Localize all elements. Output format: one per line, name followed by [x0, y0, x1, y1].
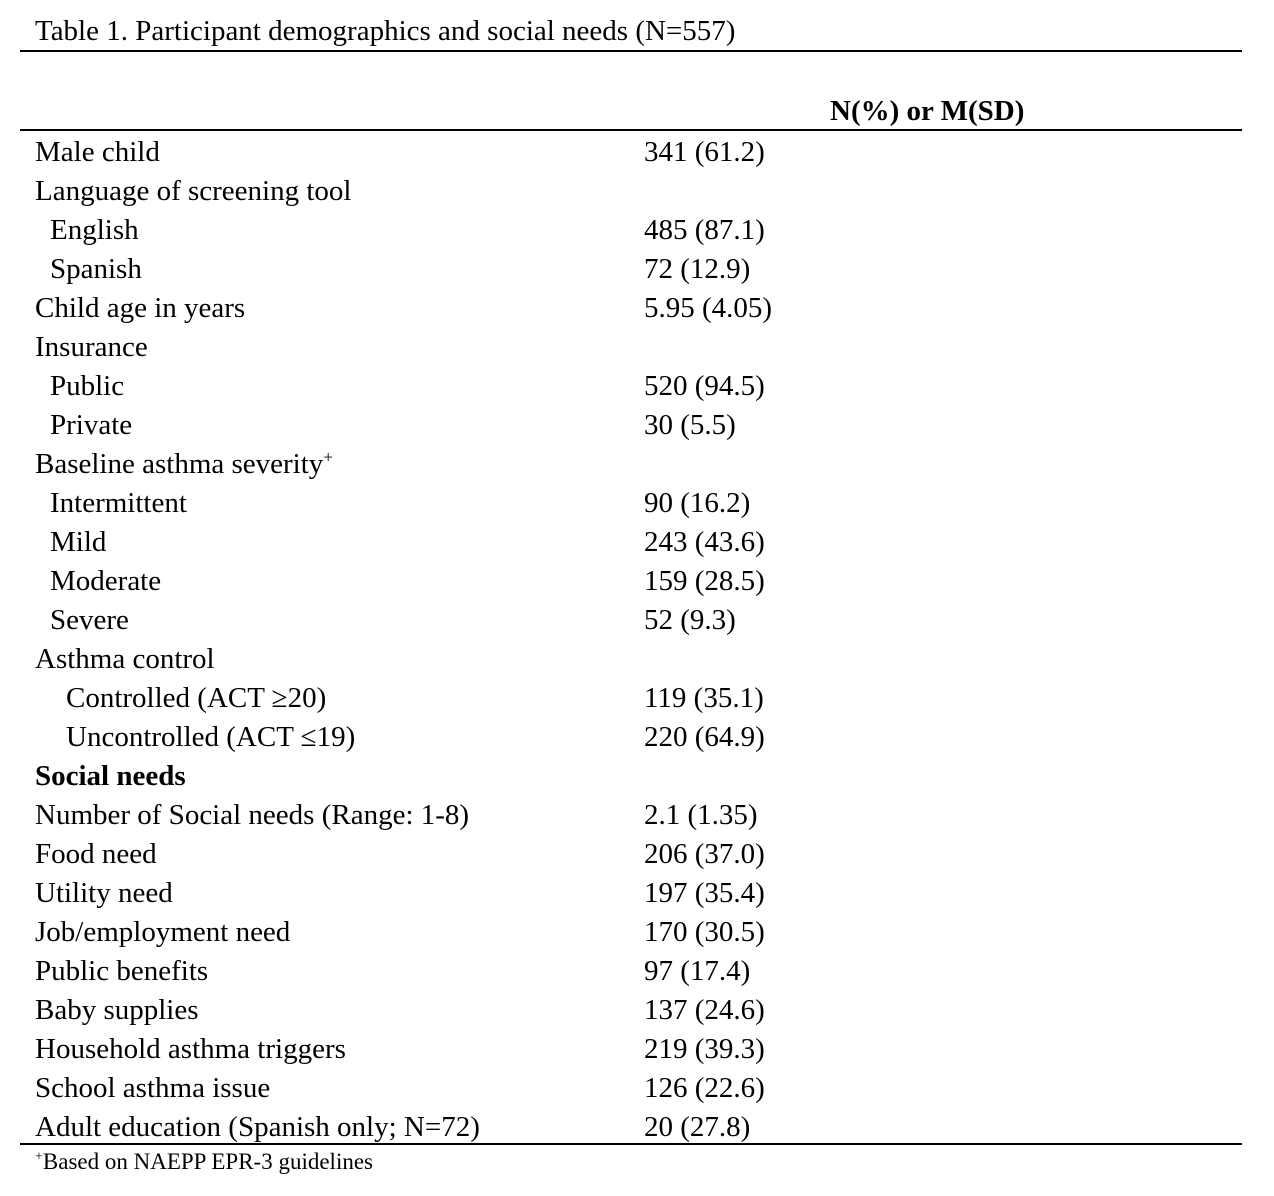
row-label-text: Uncontrolled (ACT ≤19) [66, 721, 356, 753]
table-row [0, 250, 1274, 289]
row-label [66, 718, 355, 757]
row-label [35, 796, 469, 835]
row-label [35, 289, 245, 328]
row-label [50, 211, 139, 250]
row-label-text: Baseline asthma severity [35, 448, 324, 480]
table-row [0, 172, 1274, 211]
top-rule [20, 50, 1242, 52]
row-value: 90 (16.2) [644, 487, 751, 519]
row-label-text: Adult education (Spanish only; N=72) [35, 1111, 480, 1143]
row-label [35, 913, 290, 952]
header-rule [20, 129, 1242, 131]
row-value: 137 (24.6) [644, 994, 765, 1026]
bottom-rule [20, 1143, 1242, 1145]
table-row [0, 133, 1274, 172]
row-value: 243 (43.6) [644, 526, 765, 558]
row-label-text: Asthma control [35, 643, 215, 675]
row-value: 126 (22.6) [644, 1072, 765, 1104]
row-label-text: Mild [50, 526, 107, 558]
table-row [0, 484, 1274, 523]
table-row [0, 952, 1274, 991]
row-label [50, 601, 129, 640]
row-label [50, 406, 132, 445]
table-row [0, 835, 1274, 874]
row-value: 2.1 (1.35) [644, 799, 758, 831]
row-label-text: Private [50, 409, 133, 441]
row-label-text: Social needs [35, 760, 186, 792]
table-row [0, 991, 1274, 1030]
table-row [0, 718, 1274, 757]
row-value: 485 (87.1) [644, 214, 765, 246]
row-label-text: Language of screening tool [35, 175, 352, 207]
table-body [0, 133, 1274, 1147]
row-value: 119 (35.1) [644, 682, 764, 714]
row-label-text: Severe [50, 604, 129, 636]
footnote-text: Based on NAEPP EPR-3 guidelines [42, 1149, 373, 1174]
table-row [0, 679, 1274, 718]
row-value: 30 (5.5) [644, 409, 736, 441]
row-value: 520 (94.5) [644, 370, 765, 402]
row-value: 219 (39.3) [644, 1033, 765, 1065]
row-label [35, 835, 157, 874]
row-value: 220 (64.9) [644, 721, 765, 753]
row-label-text: Child age in years [35, 292, 246, 324]
row-value: 5.95 (4.05) [644, 292, 773, 324]
row-value: 206 (37.0) [644, 838, 765, 870]
row-label-text: Public [50, 370, 125, 402]
table-row [0, 1030, 1274, 1069]
row-label [35, 328, 148, 367]
row-label-text: Household asthma triggers [35, 1033, 346, 1065]
table-row [0, 1108, 1274, 1147]
row-value: 170 (30.5) [644, 916, 765, 948]
footnote-marker: + [323, 447, 333, 467]
table-row [0, 211, 1274, 250]
row-value: 20 (27.8) [644, 1111, 751, 1143]
row-label [50, 250, 142, 289]
table-row [0, 367, 1274, 406]
table-row [0, 601, 1274, 640]
row-label [35, 991, 199, 1030]
row-value: 197 (35.4) [644, 877, 765, 909]
row-label [35, 757, 186, 796]
row-value: 97 (17.4) [644, 955, 751, 987]
table-row [0, 289, 1274, 328]
row-label-text: Utility need [35, 877, 173, 909]
table-row [0, 445, 1274, 484]
table-row [0, 523, 1274, 562]
row-label-text: Male child [35, 136, 160, 168]
row-label [35, 133, 160, 172]
table-row [0, 406, 1274, 445]
row-label-text: Insurance [35, 331, 148, 363]
row-label-text: Intermittent [50, 487, 187, 519]
row-label [35, 1030, 346, 1069]
table-row [0, 328, 1274, 367]
row-label [35, 172, 351, 211]
column-header: N(%) or M(SD) [830, 95, 1025, 127]
row-label [35, 874, 173, 913]
table-row [0, 913, 1274, 952]
row-label-text: Moderate [50, 565, 162, 597]
row-label [35, 640, 215, 679]
row-label-text: School asthma issue [35, 1072, 271, 1104]
row-label-text: English [50, 214, 139, 246]
row-label-text: Spanish [50, 253, 142, 285]
row-label [50, 484, 187, 523]
row-label-text: Controlled (ACT ≥20) [66, 682, 327, 714]
table-row [0, 640, 1274, 679]
table-footnote [35, 1147, 373, 1177]
row-label-text: Number of Social needs (Range: 1-8) [35, 799, 470, 831]
footnote-marker: + [35, 1149, 43, 1165]
row-label-text: Public benefits [35, 955, 209, 987]
section-header-row [0, 757, 1274, 796]
row-label [35, 1108, 480, 1147]
row-label-text: Job/employment need [35, 916, 291, 948]
row-label [35, 445, 333, 484]
row-label-text: Baby supplies [35, 994, 199, 1026]
table-row [0, 1069, 1274, 1108]
row-label [50, 562, 161, 601]
row-label [50, 523, 106, 562]
row-label [35, 952, 208, 991]
table-caption: Table 1. Participant demographics and social needs (N=557) [35, 15, 736, 47]
table-row [0, 796, 1274, 835]
row-label-text: Food need [35, 838, 157, 870]
row-value: 72 (12.9) [644, 253, 751, 285]
row-value: 341 (61.2) [644, 136, 765, 168]
row-label [35, 1069, 270, 1108]
table-row [0, 874, 1274, 913]
table-row [0, 562, 1274, 601]
row-label [50, 367, 124, 406]
row-value: 52 (9.3) [644, 604, 736, 636]
row-label [66, 679, 326, 718]
row-value: 159 (28.5) [644, 565, 765, 597]
